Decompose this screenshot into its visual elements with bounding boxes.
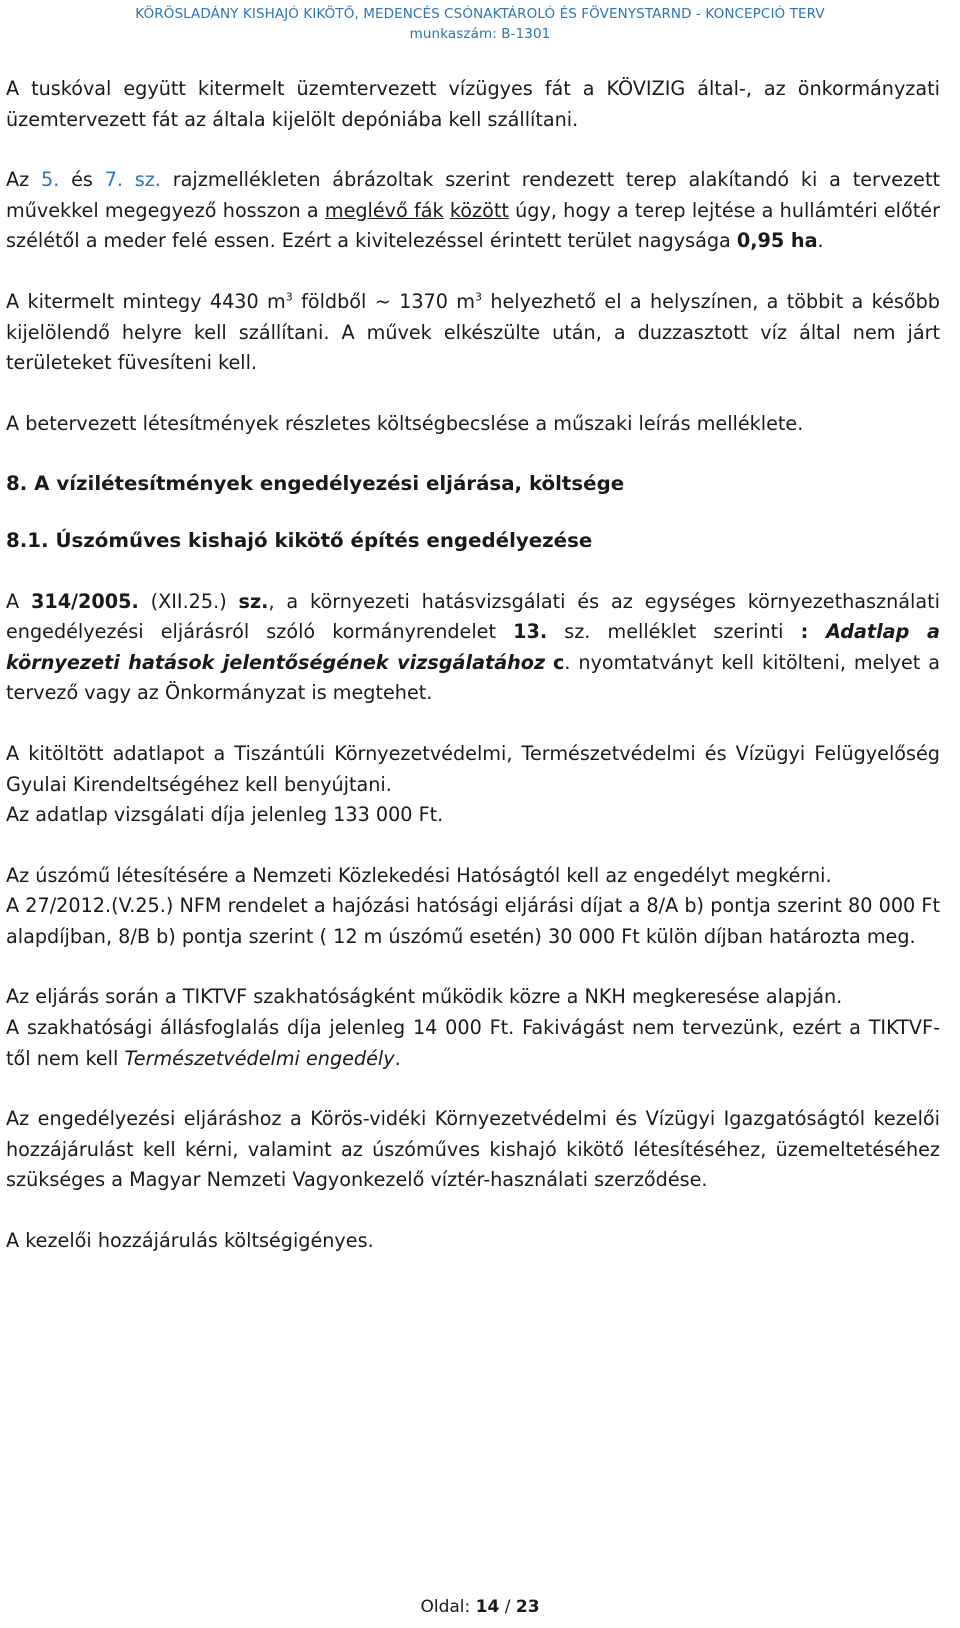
form-title: Adatlap a környezeti hatások jelentőségének vizsgálatához	[6, 620, 940, 674]
page-total: 23	[515, 1597, 540, 1617]
paragraph-nkh-permit: Az úszómű létesítésére a Nemzeti Közlekedési Hatóságtól kell az engedélyt megkérni.	[6, 863, 832, 887]
paragraph-tree-removal: A tuskóval együtt kitermelt üzemtervezett vízügyes fát a KÖVIZIG által-, az önkormányzati üzemtervezett fát az általa kijelölt depóniába kell szállítani.	[6, 77, 940, 131]
page-number: 14	[475, 1597, 500, 1617]
document-body	[6, 74, 940, 1257]
paragraph-consent: Az engedélyezési eljáráshoz a Körös-vidéki Környezetvédelmi és Vízügyi Igazgatóságtól kezelői hozzájárulást kell kérni, valamint az úszóműves kishajó kikötő létesítéséhez, üzemeltetéséhez szükséges a Magyar Nemzeti Vagyonkezelő víztér-használati szerződése.	[6, 1107, 940, 1192]
paragraph-cost-estimate: A betervezett létesítmények részletes költségbecslése a műszaki leírás melléklete.	[6, 411, 804, 435]
paragraph-regulation: A 314/2005. (XII.25.) sz., a környezeti hatásvizsgálati és az egységes környezethasználati engedélyezési eljárásról szóló kormányrendelet 13. sz. melléklet szerinti : Adatlap a környezeti hatások jelentőségének vizsgálatához c. nyomtatványt kell kitölteni, melyet a tervező vagy az Önkormányzat is megtehet.	[6, 589, 940, 705]
drawing-ref-7[interactable]: 7.	[104, 168, 124, 192]
paragraph-tiktvf: Az eljárás során a TIKTVF szakhatóságként működik közre a NKH megkeresése alapján.	[6, 985, 843, 1009]
paragraph-nfm-fee: A 27/2012.(V.25.) NFM rendelet a hajózási hatósági eljárási díjat a 8/A b) pontja szerint 80 000 Ft alapdíjban, 8/B b) pontja szerint ( 12 m úszómű esetén) 30 000 Ft külön díjban határozta meg.	[6, 894, 940, 948]
paragraph-consent-cost: A kezelői hozzájárulás költségigényes.	[6, 1229, 374, 1253]
section-heading-8-1: 8.1. Úszóműves kishajó kikötő építés engedélyezése	[6, 528, 593, 552]
section-heading-8: 8. A vízilétesítmények engedélyezési eljárása, költsége	[6, 472, 625, 496]
paragraph-terrain: Az 5. és 7. sz. rajzmellékleten ábrázoltak szerint rendezett terep alakítandó ki a tervezett művekkel megegyező hosszon a meglévő fák között úgy, hogy a terep lejtése a hullámtéri előtér szélétől a meder felé essen. Ezért a kivitelezéssel érintett terület nagysága 0,95 ha.	[6, 168, 941, 253]
paragraph-submission: A kitöltött adatlapot a Tiszántúli Környezetvédelmi, Természetvédelmi és Vízügyi Felügyelőség Gyulai Kirendeltségéhez kell benyújtani.	[6, 741, 940, 796]
page-label: Oldal:	[420, 1597, 476, 1617]
page-header	[0, 4, 960, 44]
area-value: 0,95 ha	[736, 229, 818, 253]
work-number: munkaszám: B-1301	[409, 26, 551, 42]
paragraph-earthwork: A kitermelt mintegy 4430 $m^3$ földből ~ 1370 $m^3$ helyezhető el a helyszínen, a többit a később kijelölendő helyre kell szállítani. A művek elkészülte után, a duzzasztott víz által nem járt területeket füvesíteni kell.	[6, 289, 940, 375]
paragraph-tiktvf-fee: A szakhatósági állásfoglalás díja jelenleg 14 000 Ft. Fakivágást nem tervezünk, ezért a TIKTVF-től nem kell Természetvédelmi engedély.	[6, 1016, 940, 1070]
paragraph-form-fee: Az adatlap vizsgálati díja jelenleg 133 000 Ft.	[6, 803, 444, 827]
drawing-ref-5[interactable]: 5.	[41, 168, 60, 192]
page-footer: Oldal: 14 / 23	[420, 1597, 540, 1617]
document-title: KÖRÖSLADÁNY KISHAJÓ KIKÖTŐ, MEDENCÉS CSÓNAKTÁROLÓ ÉS FÖVENYSTARND - KONCEPCIÓ TERV	[135, 6, 825, 22]
